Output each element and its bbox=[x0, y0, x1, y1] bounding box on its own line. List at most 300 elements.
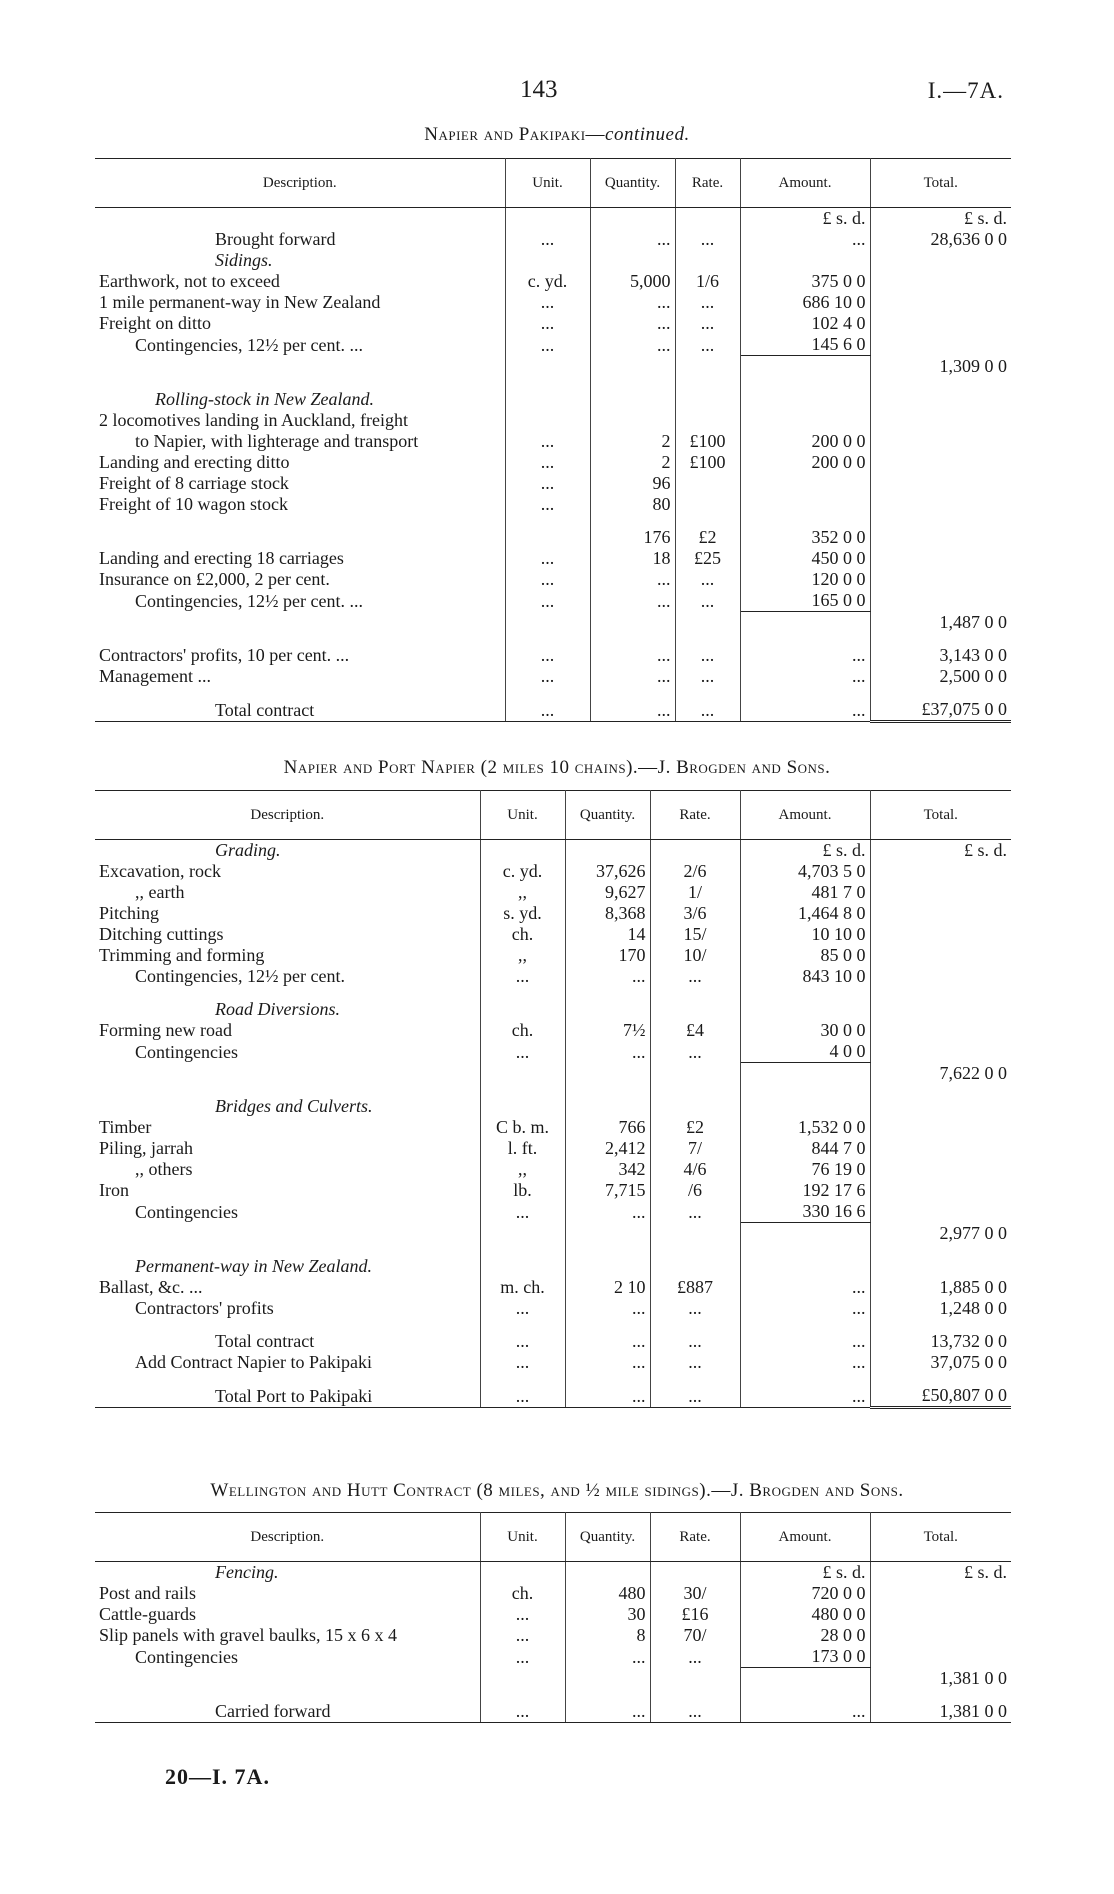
table-row bbox=[95, 1041, 1011, 1063]
quantity-cell: 14 bbox=[565, 924, 650, 945]
table-row bbox=[95, 1385, 1011, 1408]
spacer-cell bbox=[95, 1319, 480, 1331]
total-cell bbox=[870, 1604, 1011, 1625]
description-cell: Brought forward bbox=[95, 229, 505, 250]
col-description: Description. bbox=[95, 159, 505, 208]
table-row bbox=[95, 389, 1011, 410]
rate-cell bbox=[675, 356, 740, 378]
table-row bbox=[95, 1096, 1011, 1117]
rate-cell: £2 bbox=[650, 1117, 740, 1138]
description-cell: Road Diversions. bbox=[95, 999, 480, 1020]
rate-cell bbox=[675, 612, 740, 634]
spacer-cell bbox=[675, 687, 740, 699]
total-cell bbox=[870, 999, 1011, 1020]
unit-cell: ... bbox=[480, 1701, 565, 1723]
spacer-cell bbox=[740, 377, 870, 389]
amount-cell bbox=[740, 1096, 870, 1117]
quantity-cell bbox=[590, 250, 675, 271]
unit-cell: ... bbox=[505, 473, 590, 494]
spacer-cell bbox=[95, 1373, 480, 1385]
rate-cell: £2 bbox=[675, 527, 740, 548]
amount-cell: £ s. d. bbox=[740, 208, 870, 230]
table1 bbox=[95, 158, 1011, 723]
amount-cell bbox=[740, 473, 870, 494]
amount-cell: 200 0 0 bbox=[740, 431, 870, 452]
total-cell: 28,636 0 0 bbox=[930, 229, 1007, 249]
amount-cell: 76 19 0 bbox=[740, 1159, 870, 1180]
description-cell: Management ... bbox=[95, 666, 505, 687]
spacer-cell bbox=[590, 377, 675, 389]
description-cell: Freight of 10 wagon stock bbox=[95, 494, 505, 515]
total-cell: 1,248 0 0 bbox=[939, 1298, 1007, 1318]
quantity-cell bbox=[590, 208, 675, 230]
unit-cell: ... bbox=[505, 229, 590, 250]
total-cell: 2,500 0 0 bbox=[939, 666, 1007, 686]
amount-cell bbox=[740, 999, 870, 1020]
unit-cell bbox=[480, 999, 565, 1020]
spacer-cell bbox=[740, 1689, 870, 1701]
unit-cell bbox=[480, 1256, 565, 1277]
quantity-cell: 2 bbox=[590, 431, 675, 452]
table-row bbox=[95, 1159, 1011, 1180]
rate-cell: 3/6 bbox=[650, 903, 740, 924]
quantity-cell bbox=[590, 389, 675, 410]
amount-cell: 330 16 6 bbox=[740, 1201, 870, 1223]
description-cell: ,, earth bbox=[95, 882, 480, 903]
unit-cell: ... bbox=[505, 666, 590, 687]
table1-title-text: Napier and Pakipaki— bbox=[424, 124, 606, 145]
table-row bbox=[95, 903, 1011, 924]
unit-cell: ... bbox=[480, 966, 565, 987]
spacer-cell bbox=[565, 1319, 650, 1331]
description-cell: Excavation, rock bbox=[95, 861, 480, 882]
quantity-cell: ... bbox=[590, 590, 675, 612]
spacer-row bbox=[95, 687, 1011, 699]
rate-cell: ... bbox=[650, 1041, 740, 1063]
unit-cell: ... bbox=[480, 1604, 565, 1625]
total-cell bbox=[870, 452, 1011, 473]
quantity-cell: 480 bbox=[565, 1583, 650, 1604]
unit-cell: ... bbox=[480, 1385, 565, 1408]
rate-cell bbox=[650, 840, 740, 862]
unit-cell: ,, bbox=[480, 945, 565, 966]
spacer-cell bbox=[505, 633, 590, 645]
spacer-cell bbox=[480, 1084, 565, 1096]
total-cell bbox=[870, 882, 1011, 903]
description-cell: Pitching bbox=[95, 903, 480, 924]
spacer-cell bbox=[675, 515, 740, 527]
unit-cell: ch. bbox=[480, 924, 565, 945]
unit-cell: ... bbox=[505, 431, 590, 452]
description-cell: Post and rails bbox=[95, 1583, 480, 1604]
rate-cell: ... bbox=[650, 1701, 740, 1723]
rate-cell bbox=[650, 1562, 740, 1584]
spacer-row bbox=[95, 1373, 1011, 1385]
quantity-cell: 9,627 bbox=[565, 882, 650, 903]
page-header bbox=[0, 68, 1114, 108]
table-row bbox=[95, 527, 1011, 548]
unit-cell: ... bbox=[505, 569, 590, 590]
quantity-cell: ... bbox=[590, 569, 675, 590]
table2-body bbox=[95, 840, 1011, 1408]
table1-title bbox=[0, 124, 1114, 146]
quantity-cell: ... bbox=[565, 966, 650, 987]
quantity-cell bbox=[565, 1096, 650, 1117]
table-row bbox=[95, 945, 1011, 966]
total-cell: 13,732 0 0 bbox=[930, 1331, 1007, 1351]
amount-cell: 28 0 0 bbox=[740, 1625, 870, 1646]
description-cell: 2 locomotives landing in Auckland, freight bbox=[95, 410, 505, 431]
description-cell: Contingencies bbox=[95, 1041, 480, 1063]
table-row bbox=[95, 1646, 1011, 1668]
table-row bbox=[95, 334, 1011, 356]
amount-cell: ... bbox=[740, 229, 870, 250]
table3-body bbox=[95, 1562, 1011, 1723]
amount-cell: ... bbox=[740, 699, 870, 722]
quantity-cell: 2 10 bbox=[565, 1277, 650, 1298]
spacer-cell bbox=[650, 1319, 740, 1331]
table-row bbox=[95, 1298, 1011, 1319]
amount-cell: £ s. d. bbox=[740, 840, 870, 862]
amount-cell bbox=[740, 389, 870, 410]
description-cell: Timber bbox=[95, 1117, 480, 1138]
spacer-cell bbox=[650, 1244, 740, 1256]
table3-title: Wellington and Hutt Contract (8 miles, and ½ mile sidings).—J. Brogden and Sons. bbox=[210, 1480, 904, 1501]
total-cell: £50,807 0 0 bbox=[870, 1385, 1011, 1408]
col-rate: Rate. bbox=[675, 159, 740, 208]
spacer-row bbox=[95, 1084, 1011, 1096]
unit-cell: ... bbox=[480, 1331, 565, 1352]
rate-cell bbox=[675, 208, 740, 230]
amount-cell: 4 0 0 bbox=[740, 1041, 870, 1063]
quantity-cell: ... bbox=[565, 1646, 650, 1668]
spacer-cell bbox=[480, 1319, 565, 1331]
total-cell bbox=[870, 1646, 1011, 1668]
spacer-cell bbox=[650, 987, 740, 999]
unit-cell: c. yd. bbox=[480, 861, 565, 882]
amount-cell: 30 0 0 bbox=[740, 1020, 870, 1041]
total-cell bbox=[870, 1117, 1011, 1138]
description-cell: to Napier, with lighterage and transport bbox=[95, 431, 505, 452]
table1-body bbox=[95, 208, 1011, 722]
total-cell bbox=[870, 271, 1011, 292]
spacer-cell bbox=[565, 987, 650, 999]
table-row bbox=[95, 250, 1011, 271]
rate-cell: ... bbox=[675, 292, 740, 313]
description-cell: Sidings. bbox=[95, 250, 505, 271]
spacer-cell bbox=[650, 1373, 740, 1385]
table-row bbox=[95, 645, 1011, 666]
total-cell bbox=[870, 1256, 1011, 1277]
unit-cell: ... bbox=[505, 494, 590, 515]
quantity-cell: 8 bbox=[565, 1625, 650, 1646]
spacer-cell bbox=[675, 633, 740, 645]
rate-cell bbox=[675, 389, 740, 410]
quantity-cell: 176 bbox=[590, 527, 675, 548]
spacer-cell bbox=[650, 1689, 740, 1701]
amount-cell: 720 0 0 bbox=[740, 1583, 870, 1604]
table-row bbox=[95, 410, 1011, 431]
spacer-cell bbox=[650, 1084, 740, 1096]
total-cell bbox=[870, 548, 1011, 569]
amount-cell bbox=[740, 1668, 870, 1690]
total-cell: 1,487 0 0 bbox=[939, 612, 1007, 632]
rate-cell: £100 bbox=[675, 452, 740, 473]
footer-signature: 20—I. 7A. bbox=[165, 1764, 270, 1789]
description-cell: Fencing. bbox=[95, 1562, 480, 1584]
col-unit: Unit. bbox=[505, 159, 590, 208]
table-row bbox=[95, 1583, 1011, 1604]
unit-cell: ,, bbox=[480, 1159, 565, 1180]
quantity-cell bbox=[565, 840, 650, 862]
table-row bbox=[95, 861, 1011, 882]
description-cell bbox=[95, 1223, 480, 1245]
unit-cell: ... bbox=[505, 590, 590, 612]
amount-cell: 10 10 0 bbox=[740, 924, 870, 945]
quantity-cell: ... bbox=[565, 1331, 650, 1352]
description-cell: Contingencies, 12½ per cent. bbox=[95, 966, 480, 987]
spacer-row bbox=[95, 987, 1011, 999]
spacer-cell bbox=[480, 1689, 565, 1701]
rate-cell: ... bbox=[650, 1646, 740, 1668]
page-number: 143 bbox=[520, 76, 558, 103]
rate-cell: 70/ bbox=[650, 1625, 740, 1646]
rate-cell: ... bbox=[650, 966, 740, 987]
quantity-cell bbox=[590, 356, 675, 378]
table-row bbox=[95, 1701, 1011, 1723]
table-row bbox=[95, 431, 1011, 452]
amount-cell: 85 0 0 bbox=[740, 945, 870, 966]
amount-cell: 145 6 0 bbox=[740, 334, 870, 356]
unit-cell: ... bbox=[480, 1646, 565, 1668]
rate-cell: ... bbox=[650, 1201, 740, 1223]
col-quantity: Quantity. bbox=[565, 1513, 650, 1562]
total-cell: 1,885 0 0 bbox=[939, 1277, 1007, 1297]
total-cell bbox=[870, 1138, 1011, 1159]
spacer-cell bbox=[505, 515, 590, 527]
unit-cell: ... bbox=[505, 452, 590, 473]
col-total: Total. bbox=[870, 791, 1011, 840]
spacer-cell bbox=[740, 1244, 870, 1256]
rate-cell bbox=[650, 1668, 740, 1690]
quantity-cell: ... bbox=[565, 1201, 650, 1223]
rate-cell: £25 bbox=[675, 548, 740, 569]
unit-cell: ,, bbox=[480, 882, 565, 903]
quantity-cell bbox=[565, 1562, 650, 1584]
total-cell bbox=[870, 569, 1011, 590]
description-cell bbox=[95, 612, 505, 634]
spacer-cell bbox=[505, 377, 590, 389]
rate-cell: ... bbox=[675, 313, 740, 334]
description-cell: Contingencies bbox=[95, 1201, 480, 1223]
quantity-cell: 766 bbox=[565, 1117, 650, 1138]
spacer-cell bbox=[870, 1373, 1011, 1385]
table-row bbox=[95, 208, 1011, 230]
amount-cell: 1,532 0 0 bbox=[740, 1117, 870, 1138]
quantity-cell: ... bbox=[565, 1352, 650, 1373]
unit-cell bbox=[505, 356, 590, 378]
spacer-cell bbox=[480, 1373, 565, 1385]
quantity-cell: 342 bbox=[565, 1159, 650, 1180]
spacer-cell bbox=[740, 633, 870, 645]
total-cell bbox=[870, 313, 1011, 334]
spacer-cell bbox=[590, 515, 675, 527]
amount-cell bbox=[740, 356, 870, 378]
spacer-cell bbox=[870, 1244, 1011, 1256]
spacer-cell bbox=[740, 1319, 870, 1331]
unit-cell bbox=[505, 208, 590, 230]
unit-cell: ... bbox=[505, 292, 590, 313]
table1-header-row bbox=[95, 159, 1011, 208]
spacer-cell bbox=[870, 987, 1011, 999]
spacer-cell bbox=[740, 1373, 870, 1385]
quantity-cell: 30 bbox=[565, 1604, 650, 1625]
amount-cell: ... bbox=[740, 1298, 870, 1319]
document-reference: I.—7A. bbox=[927, 78, 1004, 103]
unit-cell: c. yd. bbox=[505, 271, 590, 292]
table-row bbox=[95, 1063, 1011, 1085]
table-row bbox=[95, 1180, 1011, 1201]
spacer-cell bbox=[480, 987, 565, 999]
table2-title: Napier and Port Napier (2 miles 10 chains).—J. Brogden and Sons. bbox=[283, 757, 831, 778]
total-cell bbox=[870, 1096, 1011, 1117]
unit-cell bbox=[505, 389, 590, 410]
amount-cell: ... bbox=[740, 1701, 870, 1723]
spacer-row bbox=[95, 1689, 1011, 1701]
total-cell: £ s. d. bbox=[963, 208, 1007, 228]
amount-cell bbox=[740, 250, 870, 271]
amount-cell bbox=[740, 1063, 870, 1085]
description-cell: Ditching cuttings bbox=[95, 924, 480, 945]
amount-cell bbox=[740, 612, 870, 634]
total-cell bbox=[870, 903, 1011, 924]
rate-cell: ... bbox=[675, 666, 740, 687]
rate-cell: £4 bbox=[650, 1020, 740, 1041]
rate-cell: 7/ bbox=[650, 1138, 740, 1159]
total-cell: 1,309 0 0 bbox=[939, 356, 1007, 376]
table-row bbox=[95, 1625, 1011, 1646]
quantity-cell bbox=[565, 1256, 650, 1277]
total-cell bbox=[870, 1020, 1011, 1041]
description-cell: Permanent-way in New Zealand. bbox=[95, 1256, 480, 1277]
quantity-cell: 8,368 bbox=[565, 903, 650, 924]
quantity-cell: 18 bbox=[590, 548, 675, 569]
spacer-cell bbox=[565, 1244, 650, 1256]
amount-cell: 480 0 0 bbox=[740, 1604, 870, 1625]
amount-cell: £ s. d. bbox=[740, 1562, 870, 1584]
total-cell bbox=[870, 590, 1011, 612]
total-cell bbox=[870, 966, 1011, 987]
description-cell: Add Contract Napier to Pakipaki bbox=[95, 1352, 480, 1373]
col-rate: Rate. bbox=[650, 791, 740, 840]
total-cell bbox=[870, 410, 1011, 431]
total-cell bbox=[870, 292, 1011, 313]
spacer-cell bbox=[590, 687, 675, 699]
quantity-cell: ... bbox=[590, 292, 675, 313]
table-row bbox=[95, 292, 1011, 313]
amount-cell: 173 0 0 bbox=[740, 1646, 870, 1668]
total-cell bbox=[870, 924, 1011, 945]
unit-cell: C b. m. bbox=[480, 1117, 565, 1138]
description-cell: Carried forward bbox=[95, 1701, 480, 1723]
rate-cell: ... bbox=[675, 645, 740, 666]
rate-cell: 30/ bbox=[650, 1583, 740, 1604]
table-row bbox=[95, 1604, 1011, 1625]
unit-cell: ... bbox=[505, 313, 590, 334]
rate-cell bbox=[675, 410, 740, 431]
quantity-cell: 37,626 bbox=[565, 861, 650, 882]
description-cell bbox=[95, 527, 505, 548]
rate-cell: 4/6 bbox=[650, 1159, 740, 1180]
total-cell: £37,075 0 0 bbox=[870, 699, 1011, 722]
description-cell bbox=[95, 356, 505, 378]
table-row bbox=[95, 1201, 1011, 1223]
description-cell: Contingencies bbox=[95, 1646, 480, 1668]
rate-cell: 15/ bbox=[650, 924, 740, 945]
description-cell: Contingencies, 12½ per cent. ... bbox=[95, 590, 505, 612]
quantity-cell: ... bbox=[565, 1298, 650, 1319]
rate-cell bbox=[650, 1223, 740, 1245]
total-cell bbox=[870, 527, 1011, 548]
amount-cell bbox=[740, 1223, 870, 1245]
unit-cell: ch. bbox=[480, 1020, 565, 1041]
spacer-cell bbox=[740, 1084, 870, 1096]
description-cell: Freight of 8 carriage stock bbox=[95, 473, 505, 494]
amount-cell: 844 7 0 bbox=[740, 1138, 870, 1159]
spacer-cell bbox=[565, 1689, 650, 1701]
table-row bbox=[95, 1256, 1011, 1277]
quantity-cell bbox=[565, 1668, 650, 1690]
table-row bbox=[95, 882, 1011, 903]
spacer-row bbox=[95, 1319, 1011, 1331]
total-cell bbox=[870, 1041, 1011, 1063]
total-cell bbox=[870, 431, 1011, 452]
unit-cell bbox=[505, 612, 590, 634]
table-row bbox=[95, 1331, 1011, 1352]
table-row bbox=[95, 271, 1011, 292]
rate-cell: 1/ bbox=[650, 882, 740, 903]
rate-cell: ... bbox=[675, 699, 740, 722]
amount-cell: 102 4 0 bbox=[740, 313, 870, 334]
table-row bbox=[95, 1138, 1011, 1159]
description-cell: Freight on ditto bbox=[95, 313, 505, 334]
amount-cell bbox=[740, 1256, 870, 1277]
total-cell bbox=[870, 1625, 1011, 1646]
spacer-cell bbox=[505, 687, 590, 699]
unit-cell bbox=[480, 840, 565, 862]
table-row bbox=[95, 1562, 1011, 1584]
description-cell bbox=[95, 1668, 480, 1690]
quantity-cell: 5,000 bbox=[590, 271, 675, 292]
total-cell: 37,075 0 0 bbox=[930, 1352, 1007, 1372]
amount-cell: 481 7 0 bbox=[740, 882, 870, 903]
quantity-cell: ... bbox=[590, 334, 675, 356]
rate-cell: ... bbox=[675, 569, 740, 590]
unit-cell bbox=[480, 1063, 565, 1085]
amount-cell: 120 0 0 bbox=[740, 569, 870, 590]
spacer-cell bbox=[870, 1689, 1011, 1701]
amount-cell: 843 10 0 bbox=[740, 966, 870, 987]
spacer-row bbox=[95, 1244, 1011, 1256]
table-row bbox=[95, 699, 1011, 722]
unit-cell: ... bbox=[505, 548, 590, 569]
spacer-cell bbox=[95, 687, 505, 699]
rate-cell bbox=[675, 250, 740, 271]
unit-cell: ... bbox=[505, 645, 590, 666]
table2-header-row bbox=[95, 791, 1011, 840]
spacer-cell bbox=[95, 633, 505, 645]
col-unit: Unit. bbox=[480, 791, 565, 840]
